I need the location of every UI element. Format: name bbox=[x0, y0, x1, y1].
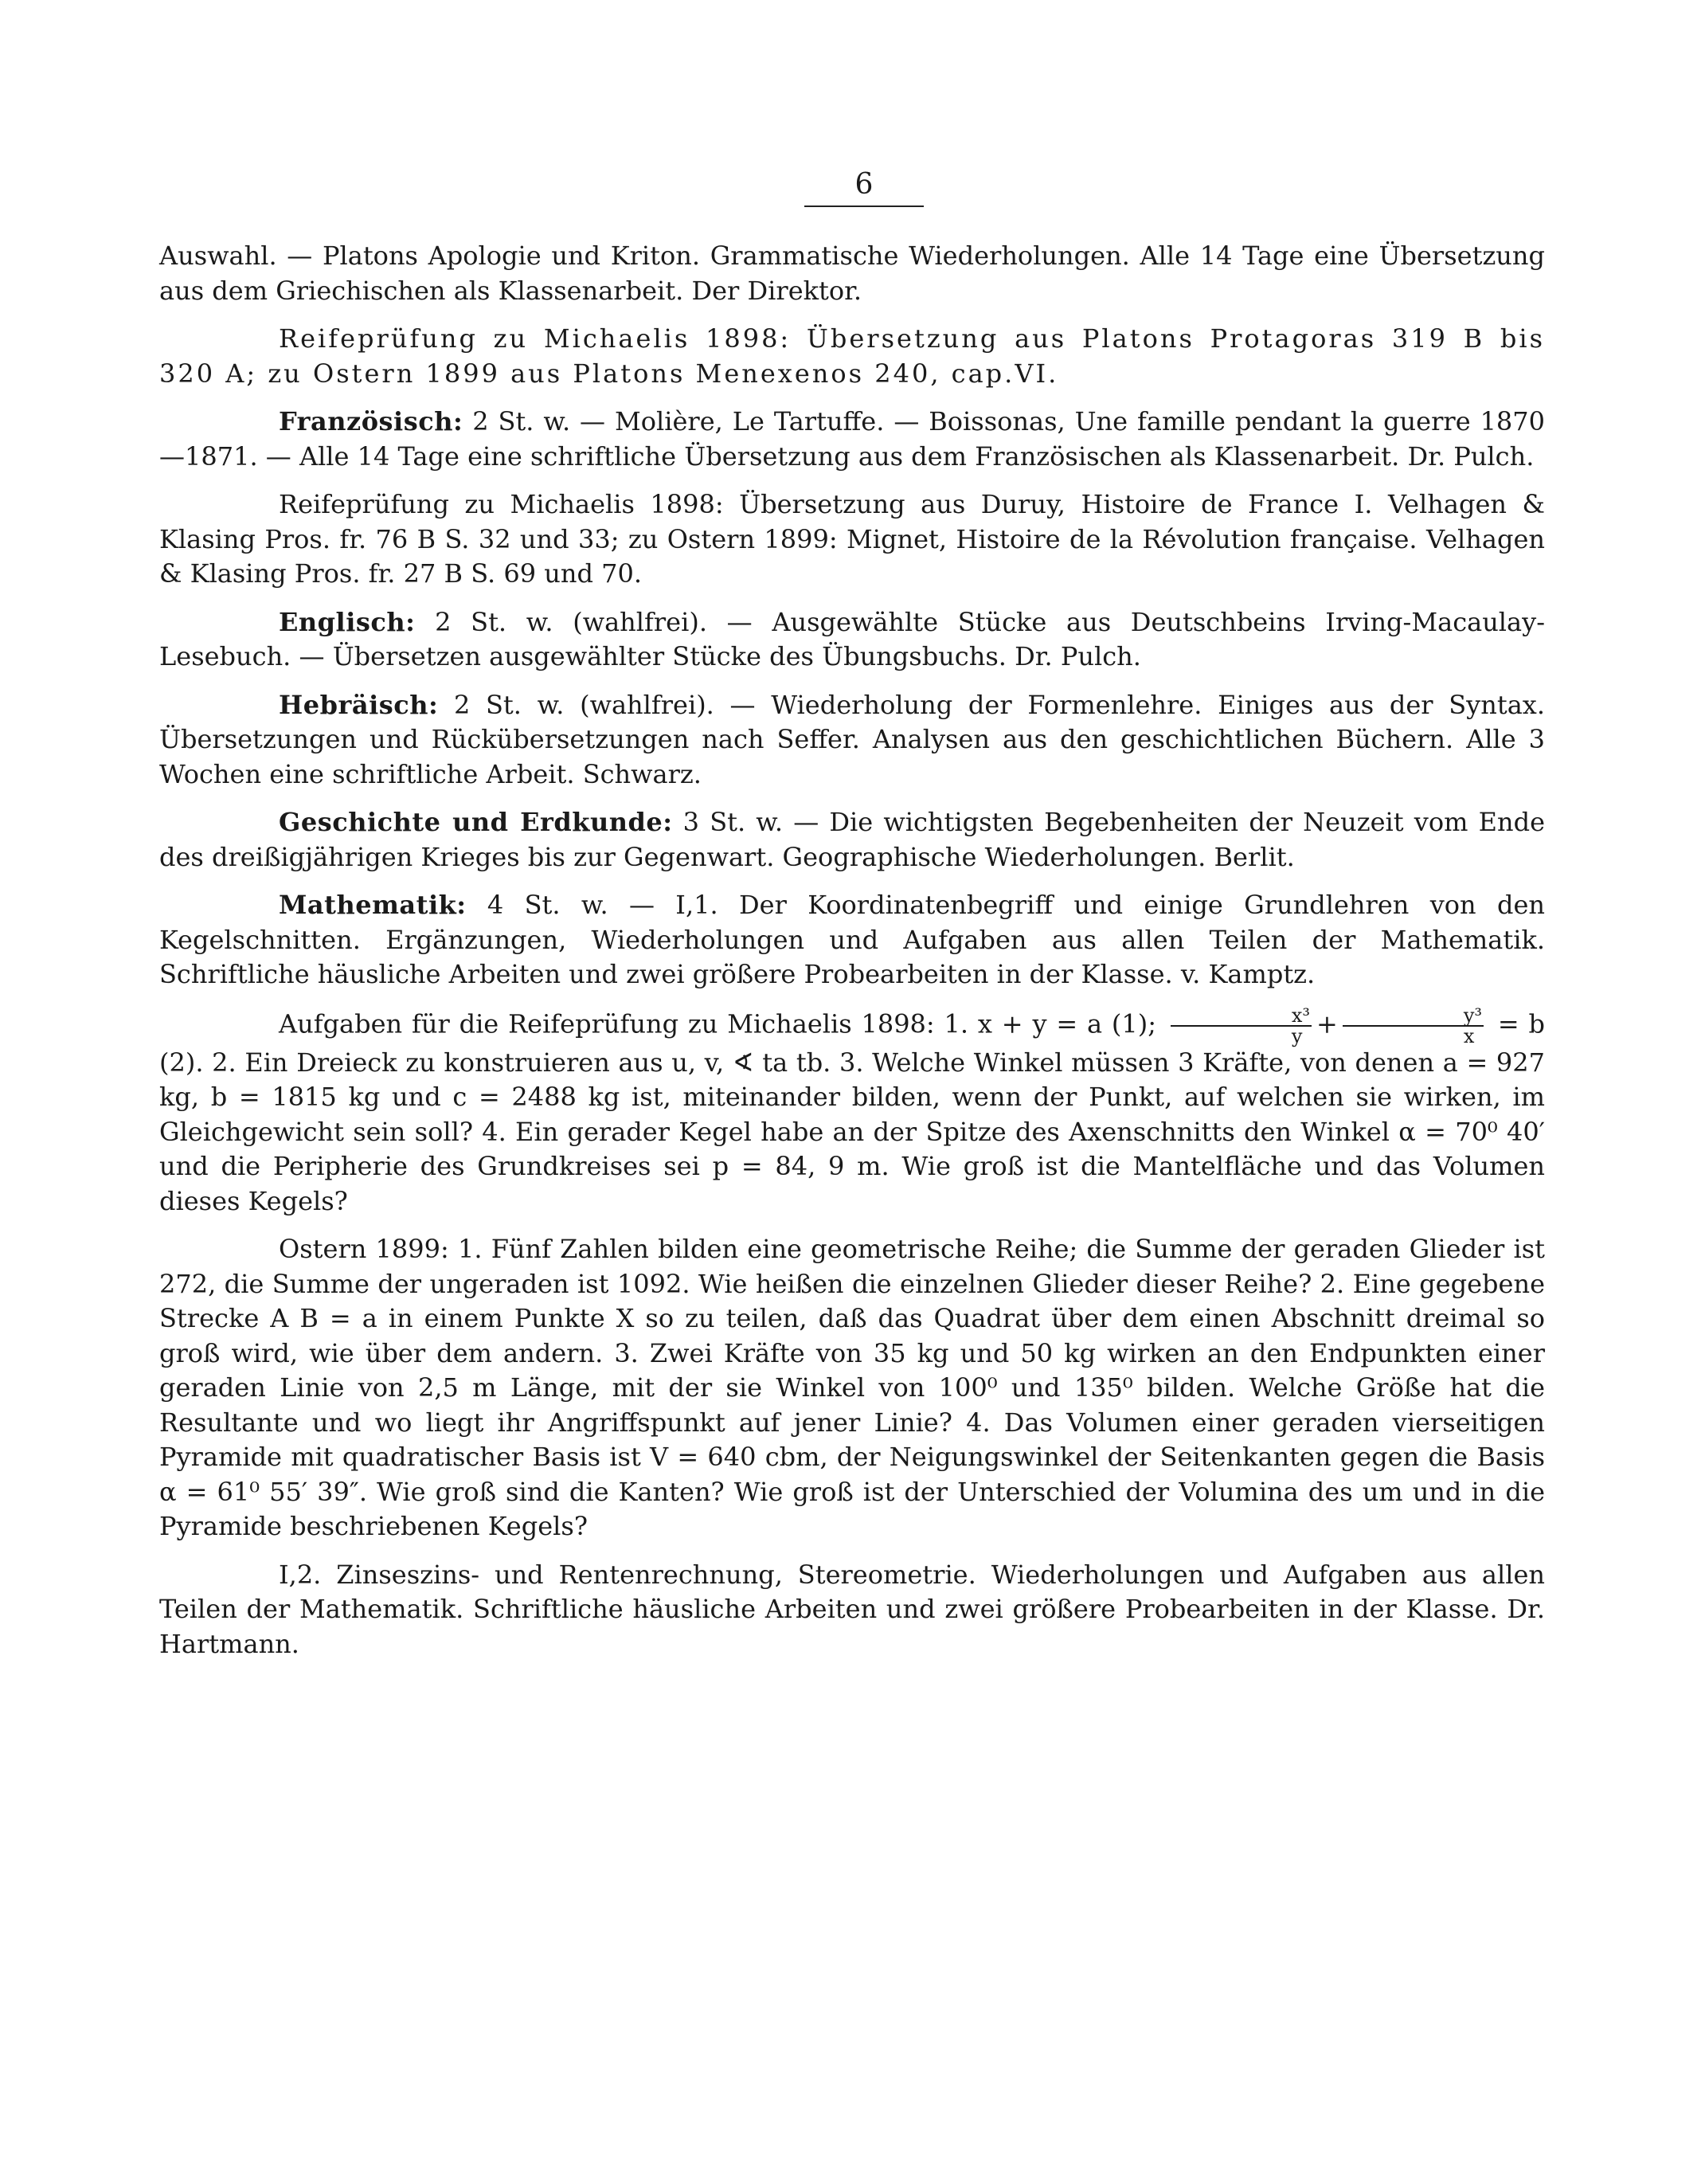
paragraph-history bbox=[159, 805, 1545, 875]
heading-mathematics: Mathematik: bbox=[279, 890, 467, 920]
paragraph-french-exam: Reifeprüfung zu Michaelis 1898: Übersetzung aus Duruy, Histoire de France I. Velhagen & Klasing Pros. fr. 76 B S. 32 und 33; zu Ostern 1899: Mignet, Histoire de la Révolution française. Velhagen & Klasing Pros. fr. 27 B S. 69 und 70. bbox=[159, 489, 1545, 589]
history-text: 3 St. w. — Die wichtigsten Begebenheiten der Neuzeit vom Ende des dreißigjährigen Krieges bis zur Gegenwart. Geographische Wiederholungen. Berlit. bbox=[159, 807, 1546, 872]
paragraph-greek-exam: Reifeprüfung zu Michaelis 1898: Übersetzung aus Platons Protagoras 319 B bis 320 A; zu Ostern 1899 aus Platons Menexenos 240, cap.VI. bbox=[159, 323, 1545, 389]
english-text: 2 St. w. (wahlfrei). — Ausgewählte Stücke aus Deutschbeins Irving-Macaulay-Lesebuch. — Übersetzen ausgewählter Stücke des Übungsbuchs. Dr. Pulch. bbox=[159, 606, 1545, 671]
symbol-ta: ta bbox=[762, 1047, 788, 1078]
plus-sign: + bbox=[1316, 1008, 1338, 1039]
mathematics-text: 4 St. w. — I,1. Der Koordinatenbegriff und einige Grundlehren von den Kegelschnitten. Ergänzungen, Wiederholungen und Aufgaben aus allen Teilen der Mathematik. Schriftliche häusliche Arbeiten und zwei größere Probearbeiten in der Klasse. v. Kamptz. bbox=[159, 890, 1545, 989]
paragraph-math-i2: I,2. Zinseszins- und Rentenrechnung, Stereometrie. Wiederholungen und Aufgaben aus allen Teilen der Mathematik. Schriftliche häusliche Arbeiten und zwei größere Probearbeiten in der Klasse. Dr. Hartmann. bbox=[159, 1559, 1545, 1659]
heading-english: Englisch: bbox=[279, 606, 416, 637]
fraction-denominator: y bbox=[1291, 1024, 1303, 1047]
paragraph-french bbox=[159, 405, 1545, 474]
exam-michaelis-middle: = b (2). 2. Ein Dreieck zu konstruieren aus u, v, ∢ bbox=[159, 1008, 1546, 1078]
fraction-x3-over-y bbox=[1171, 1006, 1312, 1046]
document-body bbox=[159, 239, 1545, 1675]
exam-michaelis-intro: Aufgaben für die Reifeprüfung zu Michaelis 1898: 1. x + y = a (1); bbox=[279, 1008, 1157, 1039]
hebrew-text: 2 St. w. (wahlfrei). — Wiederholung der Formenlehre. Einiges aus der Syntax. Übersetzungen und Rückübersetzungen nach Seffer. Analysen aus den geschichtlichen Büchern. Alle 3 Wochen eine schriftliche Arbeit. Schwarz. bbox=[159, 689, 1545, 789]
paragraph-hebrew bbox=[159, 688, 1545, 793]
paragraph-math-exam-ostern: Ostern 1899: 1. Fünf Zahlen bilden eine geometrische Reihe; die Summe der geraden Glieder ist 272, die Summe der ungeraden ist 1092. Wie heißen die einzelnen Glieder dieser Reihe? 2. Eine gegebene Strecke A B = a in einem Punkte X so zu teilen, daß das Quadrat über dem einen Abschnitt dreimal so groß wird, wie über dem andern. 3. Zwei Kräfte von 35 kg und 50 kg wirken an den Endpunkten einer geraden Linie von 2,5 m Länge, mit der sie Winkel von 100⁰ und 135⁰ bilden. Welche Größe hat die Resultante und wo liegt ihr Angriffspunkt auf jener Linie? 4. Das Volumen einer geraden vierseitigen Pyramide mit quadratischer Basis ist V = 640 cbm, der Neigungswinkel der Seitenkanten gegen die Basis α = 61⁰ 55′ 39″. Wie groß sind die Kanten? Wie groß ist der Unterschied der Volumina des um und in die Pyramide beschriebenen Kegels? bbox=[159, 1234, 1545, 1541]
heading-hebrew: Hebräisch: bbox=[279, 689, 439, 720]
page-number-rule bbox=[804, 205, 924, 207]
page-number: 6 bbox=[854, 168, 874, 201]
paragraph-greek-continued: Auswahl. — Platons Apologie und Kriton. Grammatische Wiederholungen. Alle 14 Tage eine Übersetzung aus dem Griechischen als Klassenarbeit. Der Direktor. bbox=[159, 241, 1545, 306]
fraction-y3-over-x bbox=[1343, 1006, 1484, 1046]
french-text: 2 St. w. — Molière, Le Tartuffe. — Boissonas, Une famille pendant la guerre 1870—1871. — Alle 14 Tage eine schriftliche Übersetzung aus dem Französischen als Klassenarbeit. Dr. Pulch. bbox=[159, 406, 1545, 472]
fraction-numerator: y³ bbox=[1343, 1006, 1484, 1027]
heading-french: Französisch: bbox=[279, 406, 463, 436]
heading-history: Geschichte und Erdkunde: bbox=[279, 807, 673, 837]
paragraph-mathematics bbox=[159, 888, 1545, 992]
paragraph-math-exam-michaelis bbox=[159, 1006, 1545, 1219]
fraction-denominator: x bbox=[1463, 1024, 1475, 1047]
symbol-tb: tb bbox=[796, 1047, 823, 1078]
fraction-numerator: x³ bbox=[1171, 1006, 1312, 1027]
exam-michaelis-rest: . 3. Welche Winkel müssen 3 Kräfte, von denen a = 927 kg, b = 1815 kg und c = 2488 kg ist, miteinander bilden, wenn der Punkt, auf welchen sie wirken, im Gleichgewicht sein soll? 4. Ein gerader Kegel habe an der Spitze des Axenschnitts den Winkel α = 70⁰ 40′ und die Peripherie des Grundkreises sei p = 84, 9 m. Wie groß ist die Mantelfläche und das Volumen dieses Kegels? bbox=[159, 1047, 1546, 1216]
paragraph-english bbox=[159, 605, 1545, 675]
